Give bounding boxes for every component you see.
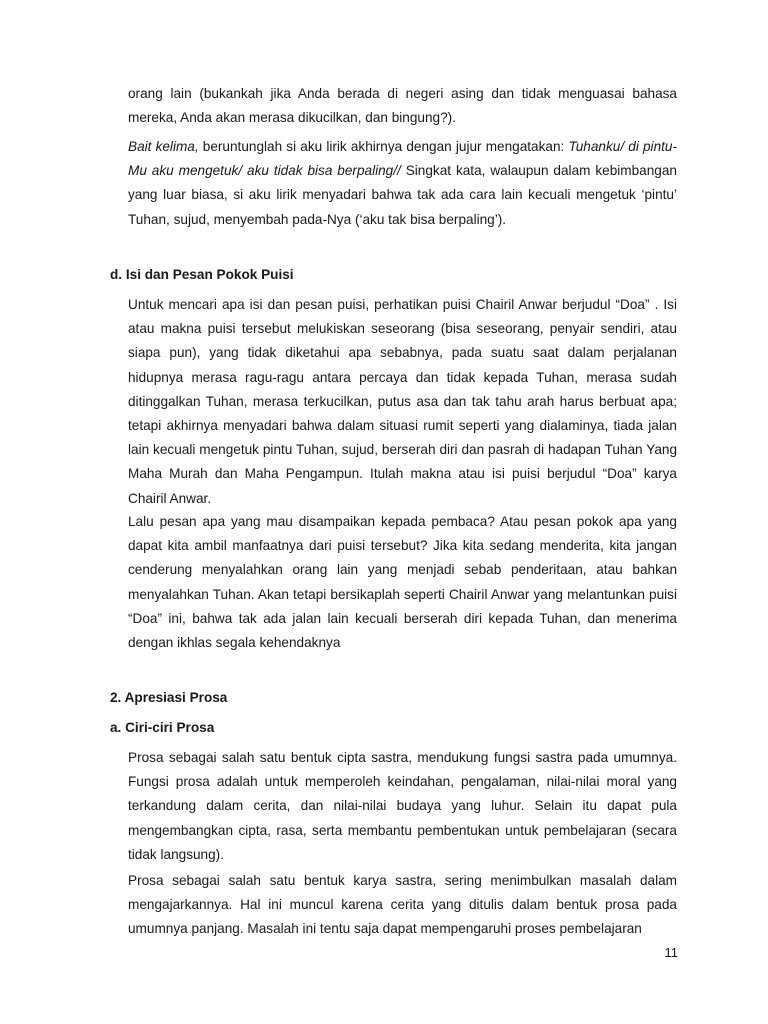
section-2a-heading: a. Ciri-ciri Prosa [110,720,215,735]
top-paragraph: orang lain (bukankah jika Anda berada di negeri asing dan tidak menguasai bahasa mereka, Anda akan merasa dikucilkan, dan bingung?). [128,86,677,126]
bait-quote: Tuhanku/ di pintu-Mu aku mengetuk/ aku tidak bisa berpaling// [128,139,677,179]
bait-kelima-paragraph [128,135,677,232]
bait-label: Bait kelima, [128,139,199,154]
section-d-heading: d. Isi dan Pesan Pokok Puisi [110,267,294,282]
section-2a-paragraph-2: Prosa sebagai salah satu bentuk karya sastra, sering menimbulkan masalah dalam mengajarkannya. Hal ini muncul karena cerita yang ditulis dalam bentuk prosa pada umumnya panjang. Masalah ini tentu saja dapat mempengaruhi proses pembelajaran [128,873,677,937]
section-2-heading: 2. Apresiasi Prosa [110,690,228,705]
section-2a-paragraph-1: Prosa sebagai salah satu bentuk cipta sastra, mendukung fungsi sastra pada umumnya. Fungsi prosa adalah untuk memperoleh keindahan, pengalaman, nilai-nilai moral yang terkandung dalam cerita, dan nilai-nilai budaya yang luhur. Selain itu dapat pula mengembangkan cipta, rasa, serta membantu pembentukan untuk pembelajaran (secara tidak langsung). [128,750,677,862]
bait-text-a: beruntunglah si aku lirik akhirnya dengan jujur mengatakan: [198,139,569,154]
section-d-paragraph-2: Lalu pesan apa yang mau disampaikan kepada pembaca? Atau pesan pokok apa yang dapat kita ambil manfaatnya dari puisi tersebut? Jika kita sedang menderita, kita jangan cenderung menyalahkan orang lain yang menjadi sebab penderitaan, atau bahkan menyalahkan Tuhan. Akan tetapi bersikaplah seperti Chairil Anwar yang melantunkan puisi “Doa” ini, bahwa tak ada jalan lain kecuali berserah diri kepada Tuhan, dan menerima dengan ikhlas segala kehendaknya [128,514,677,651]
page-number: 11 [664,945,678,960]
bait-text-b: Singkat kata, walaupun dalam kebimbangan yang luar biasa, si aku lirik menyadari bahwa tak ada cara lain kecuali mengetuk ‘pintu’ Tuhan, sujud, menyembah pada-Nya (‘aku tak bisa berpaling’). [128,163,677,227]
section-d-paragraph-1: Untuk mencari apa isi dan pesan puisi, perhatikan puisi Chairil Anwar berjudul “Doa” . Isi atau makna puisi tersebut melukiskan seseorang (bisa seseorang, penyair sendiri, atau siapa pun), yang tidak diketahui apa sebabnya, pada suatu saat dalam perjalanan hidupnya merasa ragu-ragu antara percaya dan tidak kepada Tuhan, merasa sudah ditinggalkan Tuhan, merasa terkucilkan, putus asa dan tak tahu arah harus berbuat apa; tetapi akhirnya menyadari bahwa dalam situasi rumit seperti yang dialaminya, tiada jalan lain kecuali mengetuk pintu Tuhan, sujud, berserah diri dan pasrah di hadapan Tuhan Yang Maha Murah dan Maha Pengampun. Itulah makna atau isi puisi berjudul “Doa” karya Chairil Anwar. [128,297,677,506]
